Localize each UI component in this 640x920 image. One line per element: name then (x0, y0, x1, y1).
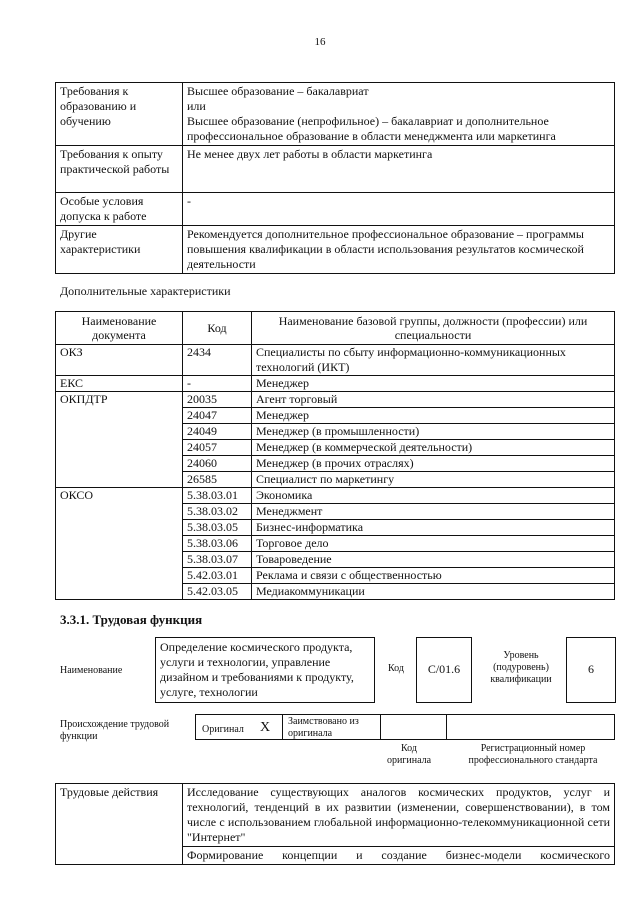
column-header-name: Наименование базовой группы, должности (профессии) или специальности (252, 312, 615, 345)
requirement-label: Особые условия допуска к работе (56, 193, 183, 226)
table-row (56, 488, 615, 504)
name-cell: Специалисты по сбыту информационно-коммуникационных технологий (ИКТ) (252, 345, 615, 376)
name-cell: Бизнес-информатика (252, 520, 615, 536)
code-original-label: Код оригинала (386, 743, 432, 766)
code-cell: 5.38.03.05 (183, 520, 252, 536)
requirement-line: Высшее образование (непрофильное) – бакалавриат и дополнительное профессиональное образование в области менеджмента или маркетинга (187, 114, 556, 143)
requirement-value: - (183, 193, 615, 226)
table-header-row (56, 312, 615, 345)
name-cell: Реклама и связи с общественностью (252, 568, 615, 584)
borrowed-label: Заимствовано из оригинала (288, 716, 359, 739)
name-cell: Менеджер (в промышленности) (252, 424, 615, 440)
code-cell: 5.42.03.01 (183, 568, 252, 584)
requirement-line: Высшее образование – бакалавриат (187, 84, 369, 98)
code-label: Код (388, 663, 404, 674)
column-header-document: Наименование документа (56, 312, 183, 345)
name-cell: Специалист по маркетингу (252, 472, 615, 488)
requirement-value: Не менее двух лет работы в области маркетинга (183, 146, 615, 193)
divider (282, 714, 283, 740)
document-cell: ОКПДТР (56, 392, 183, 488)
reg-number-label: Регистрационный номер профессионального стандарта (468, 743, 598, 766)
code-cell: 5.38.03.01 (183, 488, 252, 504)
code-cell: 5.38.03.02 (183, 504, 252, 520)
code-cell: 20035 (183, 392, 252, 408)
table-row (56, 392, 615, 408)
requirement-line: или (187, 99, 206, 113)
table-row (56, 784, 615, 847)
code-cell: 5.38.03.06 (183, 536, 252, 552)
name-cell: Менеджер (в прочих отраслях) (252, 456, 615, 472)
labor-actions-table (55, 783, 615, 865)
document-cell: ОКЗ (56, 345, 183, 376)
function-name-label: Наименование (60, 665, 123, 676)
code-cell: 26585 (183, 472, 252, 488)
requirements-row (56, 146, 615, 193)
additional-characteristics-title: Дополнительные характеристики (60, 284, 231, 298)
requirement-label: Другие характеристики (56, 226, 183, 274)
page-number: 16 (314, 36, 326, 48)
requirements-table (55, 82, 615, 274)
code-box: С/01.6 (416, 637, 472, 703)
code-cell: 24049 (183, 424, 252, 440)
level-label: Уровень (подуровень) квалификации (490, 650, 552, 685)
code-cell: 24047 (183, 408, 252, 424)
function-heading: 3.3.1. Трудовая функция (60, 612, 203, 627)
column-header-code: Код (183, 312, 252, 345)
name-cell: Менеджер (252, 376, 615, 392)
origin-row (195, 714, 615, 740)
level-box: 6 (566, 637, 616, 703)
action-item: Исследование существующих аналогов космических продуктов, услуг и технологий, тенденций в их развитии (изменении, совершенствовании), в том числе с использованием глобальной информационно-телекоммуникационной сети "Интернет" (183, 784, 615, 847)
name-cell: Торговое дело (252, 536, 615, 552)
original-mark: X (260, 720, 271, 735)
requirement-label: Требования к образованию и обучению (56, 83, 183, 146)
original-label: Оригинал (202, 724, 244, 735)
code-cell: 5.42.03.05 (183, 584, 252, 600)
code-cell: 2434 (183, 345, 252, 376)
origin-label: Происхождение трудовой функции (60, 719, 170, 742)
name-cell: Медиакоммуникации (252, 584, 615, 600)
name-cell: Менеджмент (252, 504, 615, 520)
name-cell: Менеджер (252, 408, 615, 424)
additional-characteristics-table (55, 311, 615, 600)
requirements-row (56, 226, 615, 274)
requirements-row (56, 83, 615, 146)
table-row (56, 345, 615, 376)
name-cell: Менеджер (в коммерческой деятельности) (252, 440, 615, 456)
code-cell: 5.38.03.07 (183, 552, 252, 568)
code-cell: 24057 (183, 440, 252, 456)
table-row (56, 376, 615, 392)
name-cell: Экономика (252, 488, 615, 504)
function-name-box: Определение космического продукта, услуги и технологии, управление дизайном и требованиями к продукту, услуге, технологии (155, 637, 375, 703)
document-cell: ЕКС (56, 376, 183, 392)
code-cell: 24060 (183, 456, 252, 472)
divider (446, 714, 447, 740)
requirements-row (56, 193, 615, 226)
name-cell: Товароведение (252, 552, 615, 568)
requirement-value (183, 83, 615, 146)
code-cell: - (183, 376, 252, 392)
actions-label: Трудовые действия (56, 784, 183, 865)
divider (380, 714, 381, 740)
action-item: Формирование концепции и создание бизнес-модели космического (183, 847, 615, 865)
document-cell: ОКСО (56, 488, 183, 600)
requirement-label: Требования к опыту практической работы (56, 146, 183, 193)
requirement-value: Рекомендуется дополнительное профессиональное образование – программы повышения квалификации в области использования результатов космической деятельности (183, 226, 615, 274)
name-cell: Агент торговый (252, 392, 615, 408)
